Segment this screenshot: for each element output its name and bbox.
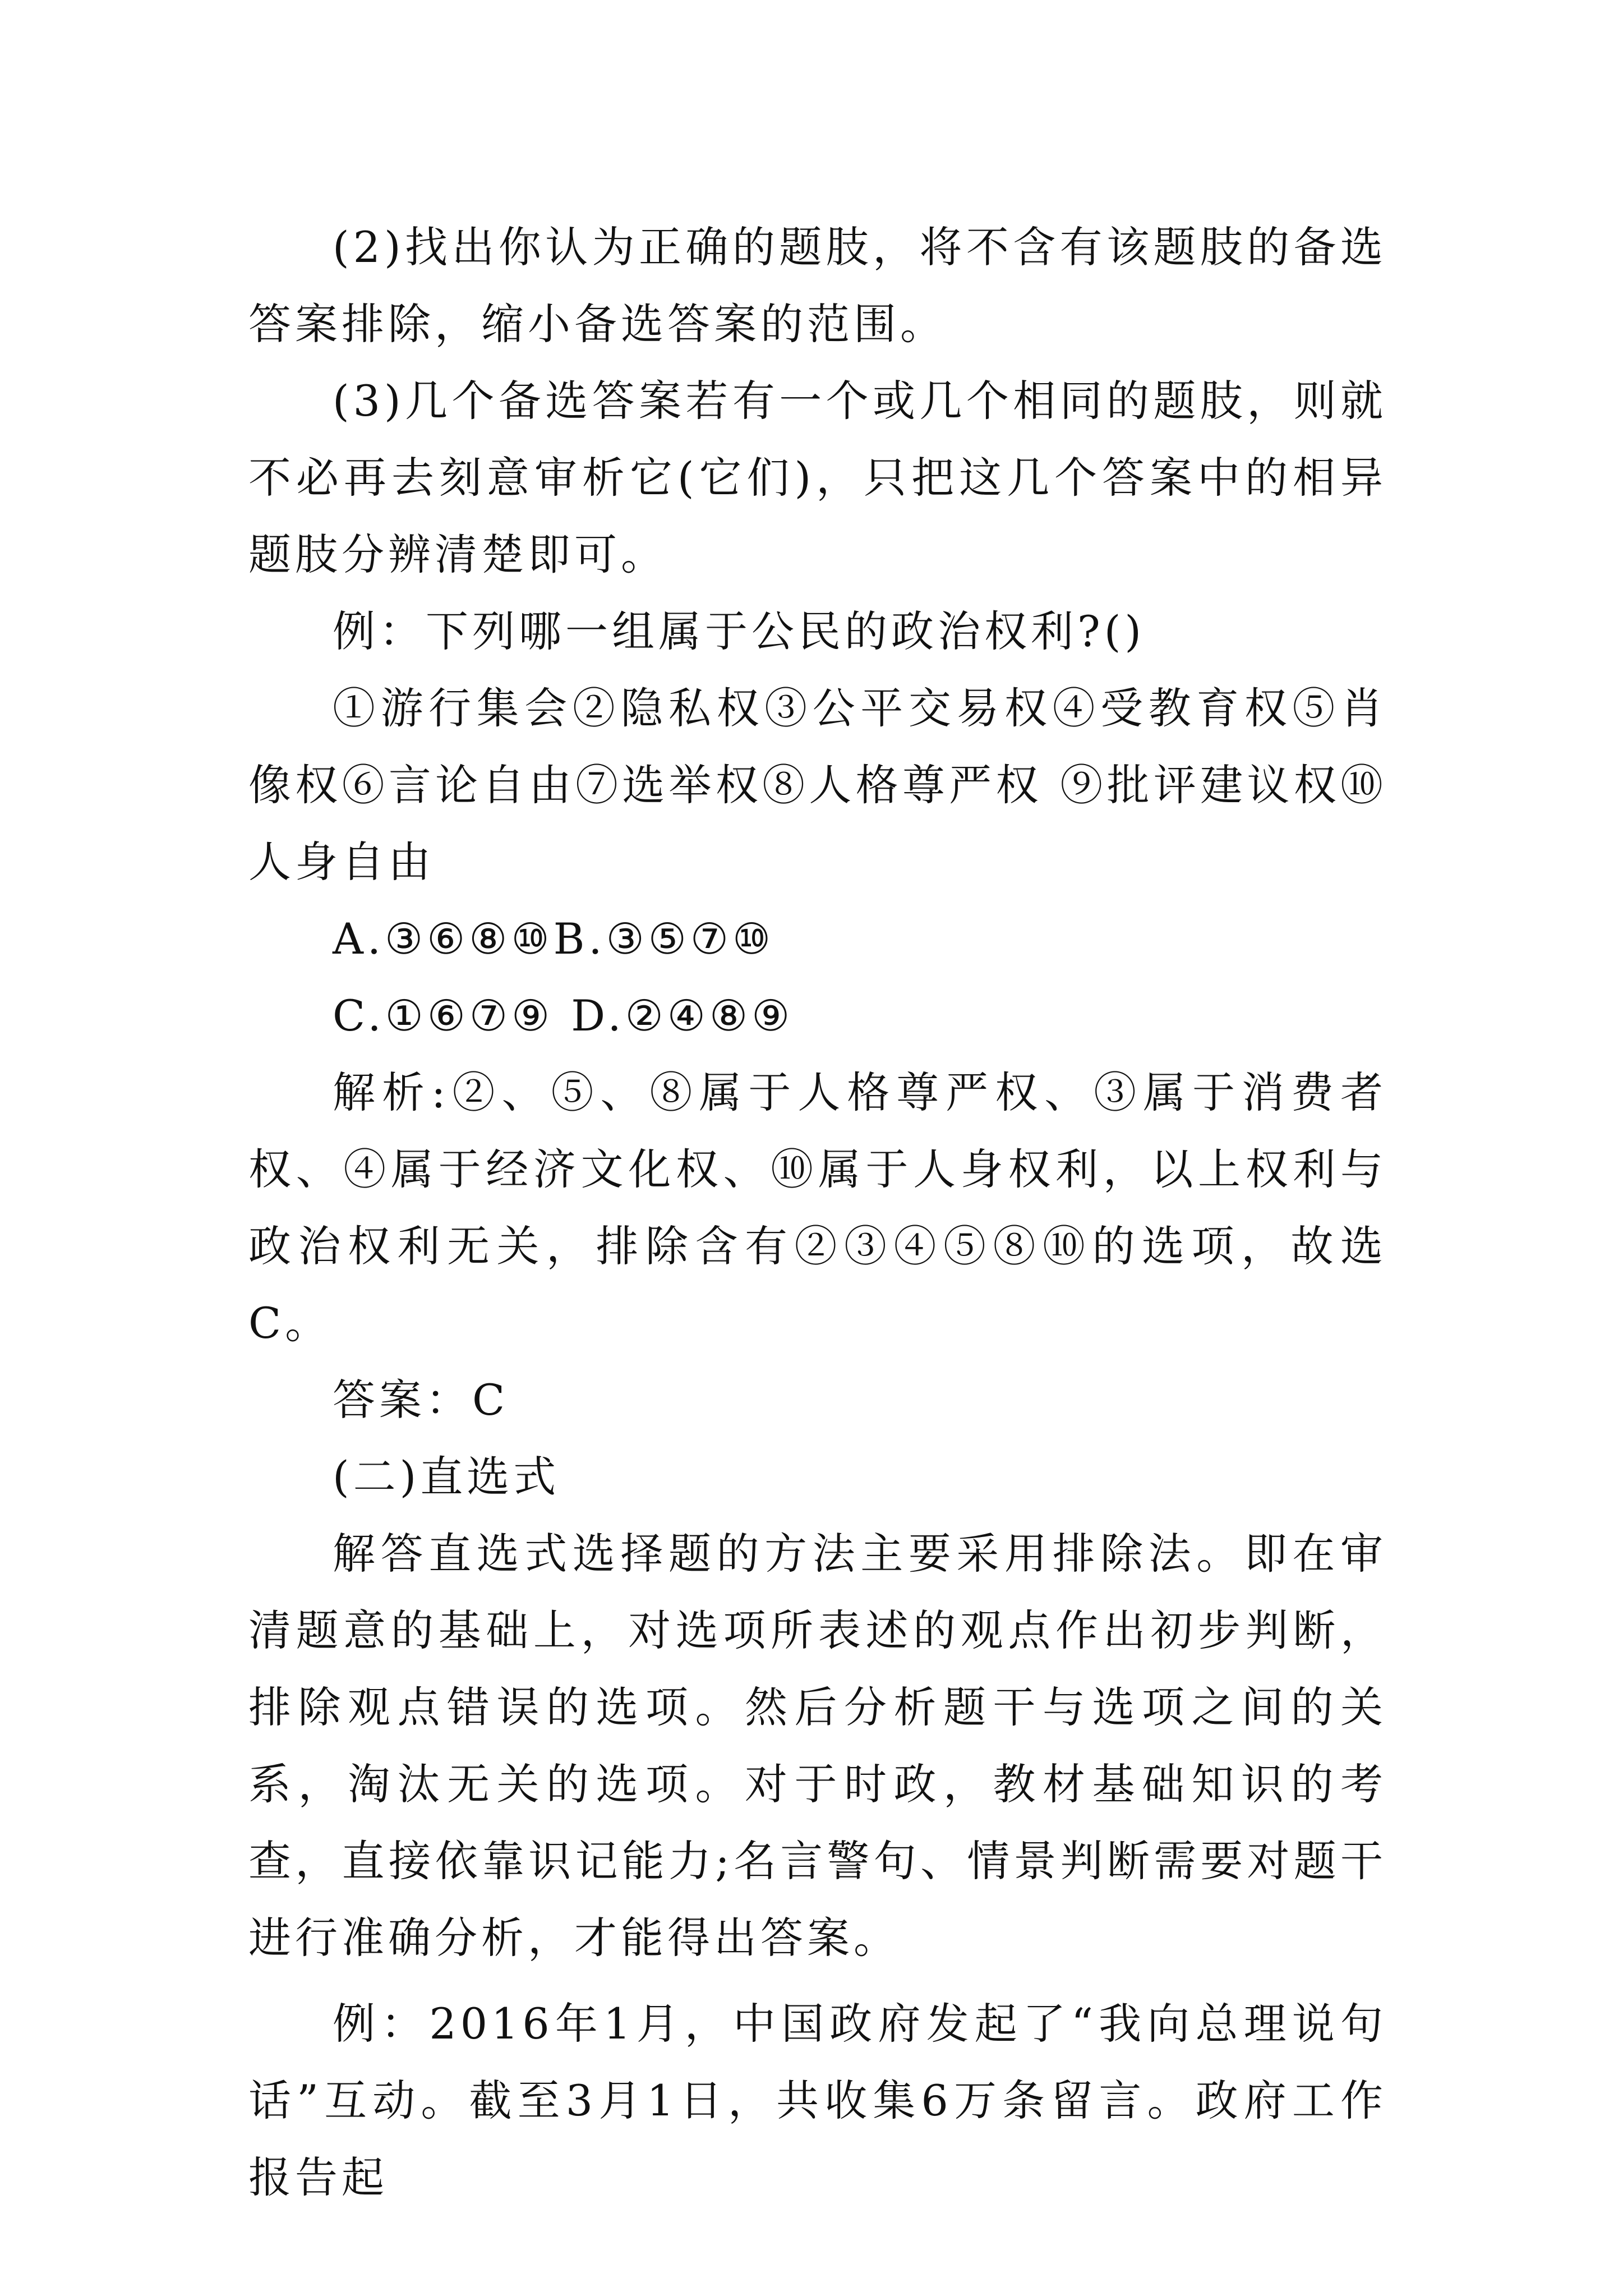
paragraph-example-items: ①游行集会②隐私权③公平交易权④受教育权⑤肖像权⑥言论自由⑦选举权⑧人格尊严权 ⑨批评建议权⑩人身自由	[248, 683, 1387, 887]
document-body	[248, 209, 1387, 2216]
paragraph-options-cd: C.①⑥⑦⑨ D.②④⑧⑨	[333, 991, 794, 1041]
section-heading-direct-selection: (二)直选式	[333, 1452, 560, 1502]
paragraph-direct-selection-method: 解答直选式选择题的方法主要采用排除法。即在审清题意的基础上，对选项所表述的观点作出初步判断，排除观点错误的选项。然后分析题干与选项之间的关系，淘汰无关的选项。对于时政，教材基础知识的考查，直接依靠识记能力;名言警句、情景判断需要对题干进行准确分析，才能得出答案。	[248, 1529, 1387, 1963]
paragraph-options-ab: A.③⑥⑧⑩B.③⑤⑦⑩	[333, 914, 775, 964]
paragraph-exclusion-step-3: (3)几个备选答案若有一个或几个相同的题肢，则就不必再去刻意审析它(它们)，只把这几个答案中的相异题肢分辨清楚即可。	[248, 376, 1387, 579]
paragraph-second-example: 例：2016年1月，中国政府发起了“我向总理说句话”互动。截至3月1日，共收集6万条留言。政府工作报告起	[248, 1999, 1387, 2202]
paragraph-answer: 答案：C	[333, 1375, 509, 1425]
paragraph-analysis: 解析:②、⑤、⑧属于人格尊严权、③属于消费者权、④属于经济文化权、⑩属于人身权利，以上权利与政治权利无关，排除含有②③④⑤⑧⑩的选项，故选C。	[248, 1068, 1387, 1348]
paragraph-example-question: 例：下列哪一组属于公民的政治权利?()	[333, 606, 1146, 656]
paragraph-exclusion-step-2: (2)找出你认为正确的题肢，将不含有该题肢的备选答案排除，缩小备选答案的范围。	[248, 222, 1387, 349]
